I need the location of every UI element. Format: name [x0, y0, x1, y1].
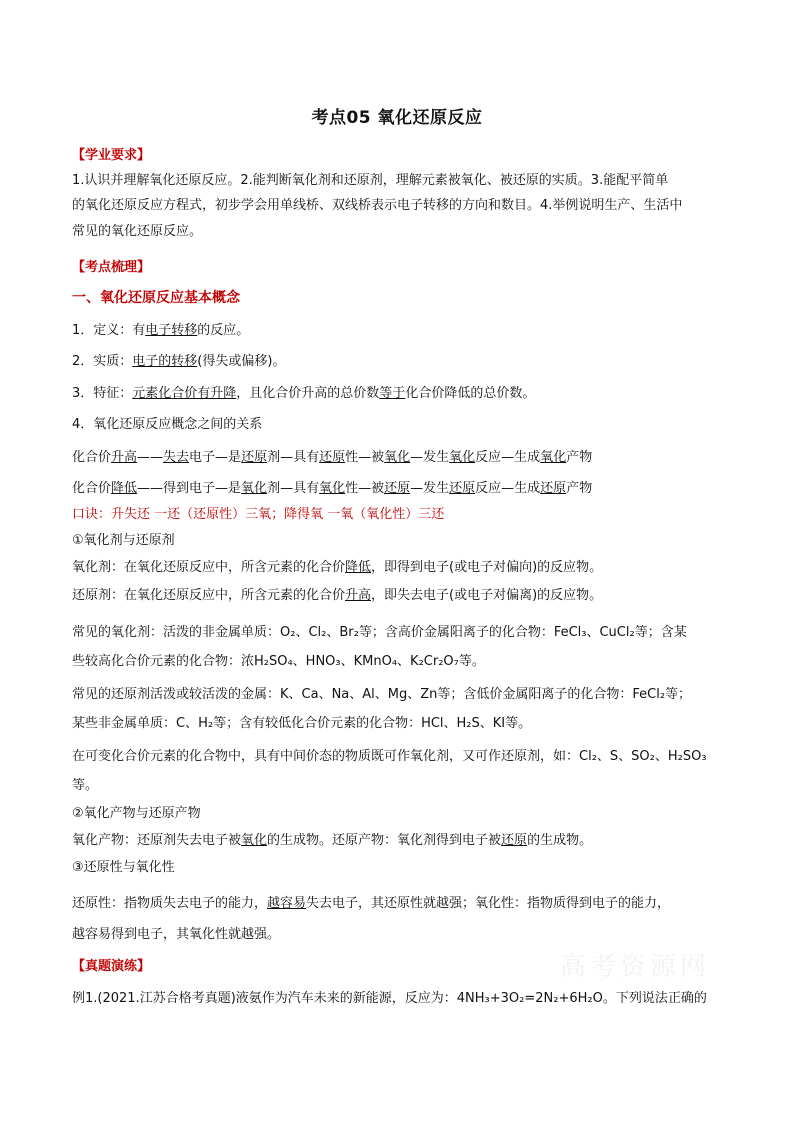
requirements-line-1: 1.认识并理解氧化还原反应。2.能判断氧化剂和还原剂，理解元素被氧化、被还原的实质。3.能配平简单 — [72, 173, 669, 188]
mnemonic-line: 口诀：升失还 一还（还原性）三氧；降得氧 一氧（氧化性）三还 — [72, 507, 445, 522]
relation-chain-oxidation: 化合价升高——失去电子—是还原剂—具有还原性—被氧化—发生氧化反应—生成氧化产物 — [72, 450, 593, 465]
subsection-oxidant-reductant: ①氧化剂与还原剂 — [72, 533, 175, 548]
property-line-1: 还原性：指物质失去电子的能力，越容易失去电子，其还原性就越强；氧化性：指物质得到电子的能力， — [72, 896, 671, 911]
common-reductants-line-2: 某些非金属单质：C、H₂等；含有较低化合价元素的化合物：HCl、H₂S、KI等。 — [72, 716, 532, 731]
exam-heading: 【真题演练】 — [72, 959, 151, 974]
common-oxidants-line-1: 常见的氧化剂：活泼的非金属单质：O₂、Cl₂、Br₂等；含高价金属阳离子的化合物：FeCl₃、CuCl₂等；含某 — [72, 625, 687, 640]
points-heading: 【考点梳理】 — [72, 260, 151, 275]
oxidant-definition: 氧化剂：在氧化还原反应中，所含元素的化合价降低，即得到电子(或电子对偏向)的反应物。 — [72, 560, 603, 575]
common-oxidants-line-2: 些较高化合价元素的化合物：浓H₂SO₄、HNO₃、KMnO₄、K₂Cr₂O₇等。 — [72, 654, 485, 669]
watermark: 高考资源网 — [560, 952, 711, 982]
relation-title: 4．氧化还原反应概念之间的关系 — [72, 417, 263, 432]
example-1-stem: 例1.(2021.江苏合格考真题)液氨作为汽车未来的新能源，反应为：4NH₃+3O₂=2N₂+6H₂O。下列说法正确的 — [72, 991, 707, 1006]
requirements-heading: 【学业要求】 — [72, 148, 151, 163]
essence-line: 2．实质：电子的转移(得失或偏移)。 — [72, 354, 286, 369]
section-basic-concepts: 一、氧化还原反应基本概念 — [72, 290, 240, 306]
middle-valence-line-1: 在可变化合价元素的化合物中，具有中间价态的物质既可作氧化剂，又可作还原剂，如：Cl₂、S、SO₂、H₂SO₃ — [72, 749, 707, 764]
middle-valence-line-2: 等。 — [72, 778, 99, 793]
subsection-products: ②氧化产物与还原产物 — [72, 806, 201, 821]
products-definition: 氧化产物：还原剂失去电子被氧化的生成物。还原产物：氧化剂得到电子被还原的生成物。 — [72, 833, 593, 848]
subsection-properties: ③还原性与氧化性 — [72, 860, 175, 875]
feature-line: 3．特征：元素化合价有升降，且化合价升高的总价数等于化合价降低的总价数。 — [72, 386, 536, 401]
page-title: 考点05 氧化还原反应 — [311, 108, 483, 128]
property-line-2: 越容易得到电子，其氧化性就越强。 — [72, 927, 281, 942]
requirements-line-3: 常见的氧化还原反应。 — [72, 224, 203, 239]
reductant-definition: 还原剂：在氧化还原反应中，所含元素的化合价升高，即失去电子(或电子对偏离)的反应物。 — [72, 588, 603, 603]
common-reductants-line-1: 常见的还原剂活泼或较活泼的金属：K、Ca、Na、Al、Mg、Zn等；含低价金属阳离子的化合物：FeCl₂等； — [72, 687, 692, 702]
requirements-line-2: 的氧化还原反应方程式，初步学会用单线桥、双线桥表示电子转移的方向和数目。4.举例说明生产、生活中 — [72, 198, 683, 213]
relation-chain-reduction: 化合价降低——得到电子—是氧化剂—具有氧化性—被还原—发生还原反应—生成还原产物 — [72, 481, 593, 496]
definition-line: 1．定义：有电子转移的反应。 — [72, 323, 250, 338]
